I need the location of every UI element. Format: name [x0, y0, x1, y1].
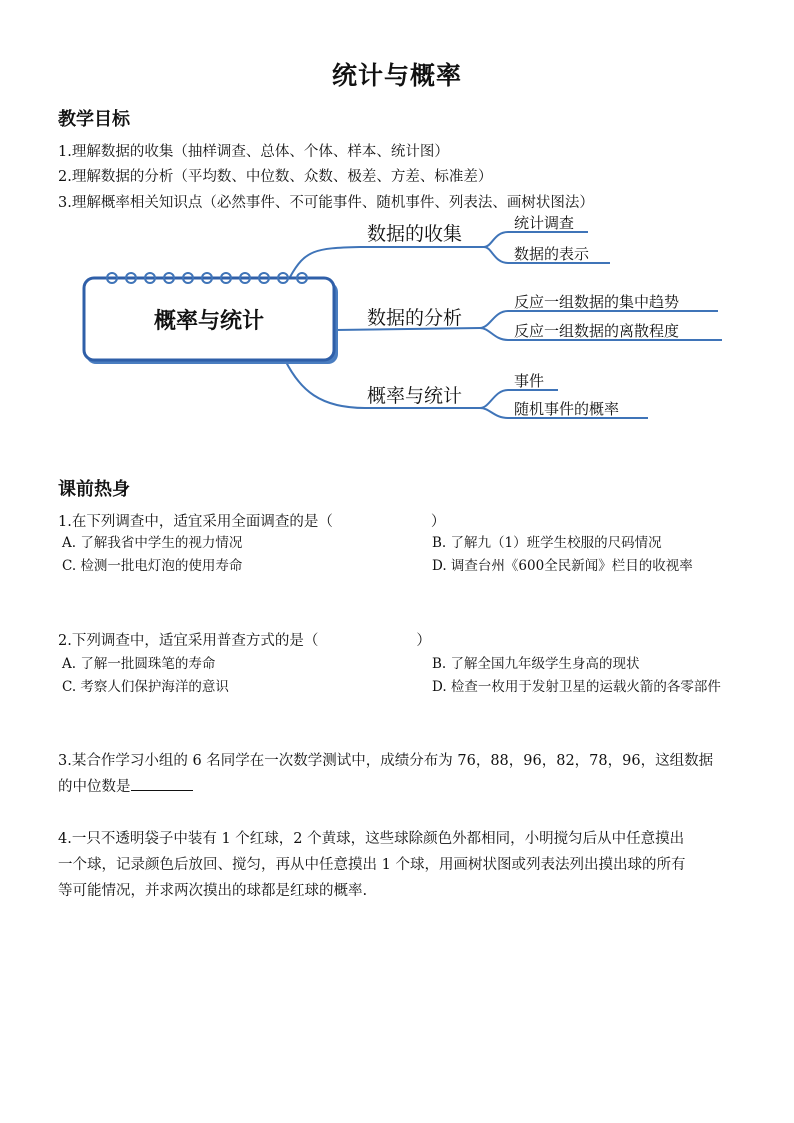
question-2-option-a: A. 了解一批圆珠笔的寿命	[62, 656, 216, 672]
question-2-text: 2.下列调查中，适宜采用普查方式的是（	[58, 633, 319, 649]
question-1-close: ）	[430, 514, 446, 530]
leaf-label-1a: 统计调查	[514, 214, 575, 232]
leaf-label-2a: 反应一组数据的集中趋势	[514, 293, 680, 311]
question-1-option-a: A. 了解我省中学生的视力情况	[62, 535, 243, 551]
leaf-label-3a: 事件	[514, 372, 545, 390]
question-1-option-b: B. 了解九（1）班学生校服的尺码情况	[432, 535, 662, 551]
mind-map	[0, 210, 794, 435]
question-1-text: 1.在下列调查中，适宜采用全面调查的是（	[58, 514, 333, 530]
question-2-option-b: B. 了解全国九年级学生身高的现状	[432, 656, 640, 672]
branch-label-2: 数据的分析	[367, 307, 463, 329]
question-2-close: ）	[416, 633, 431, 649]
branch-label-1: 数据的收集	[367, 223, 463, 245]
question-3-line-1: 3.某合作学习小组的 6 名同学在一次数学测试中，成绩分布为 76，88，96，82，78，96，这组数据	[58, 753, 714, 769]
question-3-text: 的中位数是	[58, 779, 131, 795]
question-4-line-2: 一个球，记录颜色后放回、搅匀，再从中任意摸出 1 个球，用画树状图或列表法列出摸出球的所有	[58, 857, 686, 873]
mindmap-center-label: 概率与统计	[153, 309, 265, 334]
question-1-option-c: C. 检测一批电灯泡的使用寿命	[62, 558, 243, 574]
question-1-option-d: D. 调查台州《600全民新闻》栏目的收视率	[432, 558, 693, 574]
branch-label-3: 概率与统计	[367, 385, 463, 407]
question-2-option-c: C. 考察人们保护海洋的意识	[62, 679, 229, 695]
question-1-stem	[58, 510, 445, 531]
question-4-line-3: 等可能情况，并求两次摸出的球都是红球的概率.	[58, 883, 368, 899]
leaf-label-1b: 数据的表示	[514, 245, 590, 263]
objective-item-3: 3.理解概率相关知识点（必然事件、不可能事件、随机事件、列表法、画树状图法）	[58, 195, 594, 211]
page-title: 统计与概率	[331, 61, 462, 90]
answer-blank	[131, 776, 193, 791]
leaf-label-3b: 随机事件的概率	[514, 400, 620, 418]
objective-item-1: 1.理解数据的收集（抽样调查、总体、个体、样本、统计图）	[58, 144, 449, 160]
question-3-line-2	[58, 775, 193, 796]
objectives-heading: 教学目标	[58, 109, 130, 130]
warmup-heading: 课前热身	[58, 479, 130, 500]
objective-item-2: 2.理解数据的分析（平均数、中位数、众数、极差、方差、标准差）	[58, 169, 493, 185]
leaf-label-2b: 反应一组数据的离散程度	[514, 322, 680, 340]
question-2-stem	[58, 629, 431, 650]
question-2-option-d: D. 检查一枚用于发射卫星的运载火箭的各零部件	[432, 679, 721, 695]
question-4-line-1: 4.一只不透明袋子中装有 1 个红球，2 个黄球，这些球除颜色外都相同，小明搅匀后从中任意摸出	[58, 831, 685, 847]
